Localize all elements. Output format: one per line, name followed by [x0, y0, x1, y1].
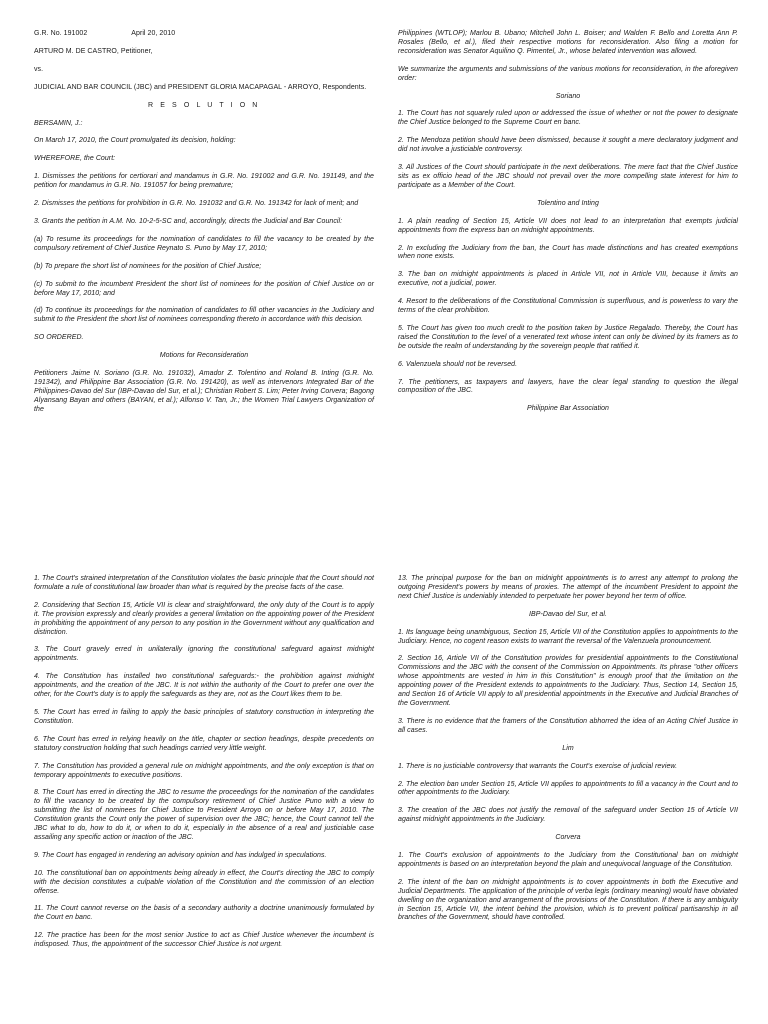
paragraph: 3. The ban on midnight appointments is placed in Article VII, not in Article VIII, because it limits an executive, not a judicial, power. — [398, 271, 738, 288]
paragraph: 3. The creation of the JBC does not justify the removal of the safeguard under Section 15 of Article VII against midnight appointments in the Judiciary. — [398, 807, 738, 824]
paragraph: 1. A plain reading of Section 15, Article VII does not lead to an interpretation that exempts judicial appointments from the express ban on midnight appointments. — [398, 217, 738, 234]
paragraph: Philippines (WTLOP); Marlou B. Ubano; Mitchell John L. Boiser; and Walden F. Bello and Loretta Ann P. Rosales (Bello, et al.), filed their respective motions for reconsideration. Also filing a motion for reconsideration was Senator Aquilino Q. Pimentel, Jr., whose belated intervention was allowed. — [398, 30, 738, 55]
paragraph: 9. The Court has engaged in rendering an advisory opinion and has indulged in speculations. — [34, 851, 327, 859]
paragraph: (b) To prepare the short list of nominees for the position of Chief Justice; — [34, 262, 262, 270]
paragraph: 1. The Court's strained interpretation of the Constitution violates the basic principle that the Court should not formulate a rule of constitutional law broader than what is required by the precise facts of the case. — [34, 575, 374, 591]
paragraph: 1. Its language being unambiguous, Section 15, Article VII of the Constitution applies to appointments to the Judiciary. Hence, no cogent reason exists to warrant the reversal of the Valenzuela pronouncement. — [398, 628, 738, 645]
ponente-line: BERSAMIN, J.: — [34, 119, 83, 127]
paragraph: 2. In excluding the Judiciary from the ban, the Court has made distinctions and has created exemptions when none exists. — [398, 244, 738, 261]
section-heading: Lim — [562, 744, 574, 752]
paragraph: 2. Dismisses the petitions for prohibition in G.R. No. 191032 and G.R. No. 191342 for lack of merit; and — [34, 200, 359, 208]
versus-line: vs. — [34, 65, 44, 73]
paragraph: Petitioners Jaime N. Soriano (G.R. No. 191032), Amador Z. Tolentino and Roland B. Inting (G.R. No. 191342), and Philippine Bar Association (G.R. No. 191420), as well as intervenors Integrated Bar of the Philippines-Davao del Sur (IBP-Davao del Sur, et al.); Christian Robert S. Lim; Peter Irving Corvera; Bagong Alyansang Bayan and others (BAYAN, et al.); Alfonso V. Tan, Jr.; the Women Trial Lawyers Organization of the — [34, 370, 374, 413]
respondents-line: JUDICIAL AND BAR COUNCIL (JBC) and PRESIDENT GLORIA MACAPAGAL - ARROYO, Respondents. — [34, 83, 367, 91]
paragraph: 3. There is no evidence that the framers of the Constitution abhorred the idea of an Acting Chief Justice in all cases. — [398, 717, 738, 734]
case-header — [34, 30, 374, 39]
paragraph: 7. The petitioners, as taxpayers and lawyers, have the clear legal standing to question the illegal composition of the JBC. — [398, 378, 738, 395]
paragraph: 10. The constitutional ban on appointments being already in effect, the Court's directing the JBC to comply with the decision constitutes a culpable violation of the Constitution and the commission of an election offense. — [34, 869, 374, 895]
paragraph: 1. The Court has not squarely ruled upon or addressed the issue of whether or not the power to designate the Chief Justice belonged to the Supreme Court en banc. — [398, 110, 738, 127]
bottom-left-column — [34, 575, 374, 959]
paragraph: 3. Grants the petition in A.M. No. 10-2-5-SC and, accordingly, directs the Judicial and Bar Council: — [34, 217, 343, 225]
paragraph: 4. The Constitution has installed two constitutional safeguards:- the prohibition against midnight appointments, and the creation of the JBC. It is not within the authority of the Court to prefer one over the other, for the Court's duty is to apply the safeguards as they are, not as the Court likes them to be. — [34, 673, 374, 699]
top-right-column — [398, 30, 738, 423]
paragraph: (c) To submit to the incumbent President the short list of nominees for the position of Chief Justice on or before May 17, 2010; and — [34, 280, 374, 297]
paragraph: 6. The Court has erred in relying heavily on the title, chapter or section headings, despite precedents on statutory construction holding that such headings carried very little weight. — [34, 735, 374, 752]
paragraph: 5. The Court has erred in failing to apply the basic principles of statutory construction in interpreting the Constitution. — [34, 708, 374, 725]
paragraph: SO ORDERED. — [34, 334, 84, 342]
top-left-column — [34, 30, 374, 424]
paragraph: 13. The principal purpose for the ban on midnight appointments is to arrest any attempt to prolong the outgoing President's powers by means of proxies. The attempt of the incumbent President to appoint the next Chief Justice is undeniably intended to perpetuate her power beyond her term of office. — [398, 575, 738, 600]
case-number: G.R. No. 191002 — [34, 30, 88, 37]
paragraph: 4. Resort to the deliberations of the Constitutional Commission is superfluous, and is powerless to vary the terms of the clear prohibition. — [398, 298, 738, 315]
paragraph: 2. Section 16, Article VII of the Constitution provides for presidential appointments to the Constitutional Commissions and the JBC with the consent of the Commission on Appointments. Its phrase "other officers whose appointments are vested in him in this Constitution" is enough proof that the limitation on the appointing power of the President extends to appointments to the Judiciary. Thus, Section 14, Section 15, and Section 16 of Article VII apply to all presidential appointments in the Executive and Judicial Branches of the Government. — [398, 655, 738, 707]
paragraph: 2. The election ban under Section 15, Article VII applies to appointments to fill a vacancy in the Court and to other appointments to the Judiciary. — [398, 780, 738, 797]
section-heading: Philippine Bar Association — [527, 405, 609, 413]
paragraph: 7. The Constitution has provided a general rule on midnight appointments, and the only exception is that on temporary appointments to executive positions. — [34, 762, 374, 779]
petitioner-line: ARTURO M. DE CASTRO, Petitioner, — [34, 47, 153, 55]
paragraph: 2. Considering that Section 15, Article VII is clear and straightforward, the only duty of the Court is to apply it. The provision expressly and clearly provides a general limitation on the appointing power of the President in prohibiting the appointment of any person to any position in the Government without any qualification and distinction. — [34, 601, 374, 636]
paragraph: (a) To resume its proceedings for the nomination of candidates to fill the vacancy to be created by the compulsory retirement of Chief Justice Reynato S. Puno by May 17, 2010; — [34, 235, 374, 252]
paragraph: 6. Valenzuela should not be reversed. — [398, 360, 518, 368]
bottom-right-column — [398, 575, 738, 932]
paragraph: 1. The Court's exclusion of appointments to the Judiciary from the Constitutional ban on midnight appointments is based on an interpretation beyond the plain and unequivocal language of the Constitution. — [398, 852, 738, 868]
section-heading: Tolentino and Inting — [537, 199, 599, 207]
paragraph: WHEREFORE, the Court: — [34, 155, 116, 163]
paragraph: 2. The intent of the ban on midnight appointments is to cover appointments in both the Executive and Judicial Departments. The application of the principle of verba legis (ordinary meaning) would have obviated dwelling on the organization and arrangement of the provisions of the Constitution. If there is any ambiguity in Section 15, Article VII, the intent behind the provision, which is to prevent political partisanship in all branches of the Government, should have controlled. — [398, 878, 738, 922]
paragraph: We summarize the arguments and submissions of the various motions for reconsideration, in the aforegiven order: — [398, 65, 738, 82]
section-heading: Motions for Reconsideration — [159, 352, 249, 360]
paragraph: 5. The Court has given too much credit to the position taken by Justice Regalado. Thereby, the Court has raised the Constitution to the level of a venerated text whose intent can only be divined by its framers as to be outside the realm of understanding by the sovereign people that ratified it. — [398, 324, 738, 350]
paragraph: (d) To continue its proceedings for the nomination of candidates to fill other vacancies in the Judiciary and submit to the President the short list of nominees corresponding thereto in accordance with this decision. — [34, 307, 374, 324]
paragraph: On March 17, 2010, the Court promulgated its decision, holding: — [34, 137, 236, 145]
paragraph: 1. Dismisses the petitions for certiorari and mandamus in G.R. No. 191002 and G.R. No. 191149, and the petition for mandamus in G.R. No. 191057 for being premature; — [34, 173, 374, 190]
section-heading: Soriano — [555, 92, 581, 100]
paragraph: 11. The Court cannot reverse on the basis of a secondary authority a doctrine unanimously formulated by the Court en banc. — [34, 905, 374, 922]
resolution-heading: R E S O L U T I O N — [148, 101, 260, 109]
paragraph: 1. There is no justiciable controversy that warrants the Court's exercise of judicial review. — [398, 762, 678, 770]
paragraph: 3. All Justices of the Court should participate in the next deliberations. The mere fact that the Chief Justice sits as ex officio head of the JBC should not prevail over the more compelling state interest for him to participate as a Member of the Court. — [398, 164, 738, 189]
section-heading: Corvera — [555, 834, 581, 842]
paragraph: 2. The Mendoza petition should have been dismissed, because it sought a mere declaratory judgment and did not involve a justiciable controversy. — [398, 137, 738, 154]
section-heading: IBP-Davao del Sur, et al. — [529, 610, 607, 618]
page-break — [0, 548, 768, 558]
paragraph: 12. The practice has been for the most senior Justice to act as Chief Justice whenever the incumbent is indisposed. Thus, the appointment of the successor Chief Justice is not urgent. — [34, 932, 374, 949]
case-date: April 20, 2010 — [131, 30, 176, 37]
paragraph: 8. The Court has erred in directing the JBC to resume the proceedings for the nomination of the candidates to fill the vacancy to be created by the compulsory retirement of Chief Justice Puno with a view to submitting the list of nominees for Chief Justice to President Arroyo on or before May 17, 2010. The Constitution grants the Court only the power of supervision over the JBC; hence, the Court cannot tell the JBC what to do, how to do it, or when to do it, especially in the absence of a real and justiciable case assailing any specific action or inaction of the JBC. — [34, 789, 374, 841]
paragraph: 3. The Court gravely erred in unilaterally ignoring the constitutional safeguard against midnight appointments. — [34, 646, 374, 663]
page-bottom-half — [0, 565, 768, 1024]
